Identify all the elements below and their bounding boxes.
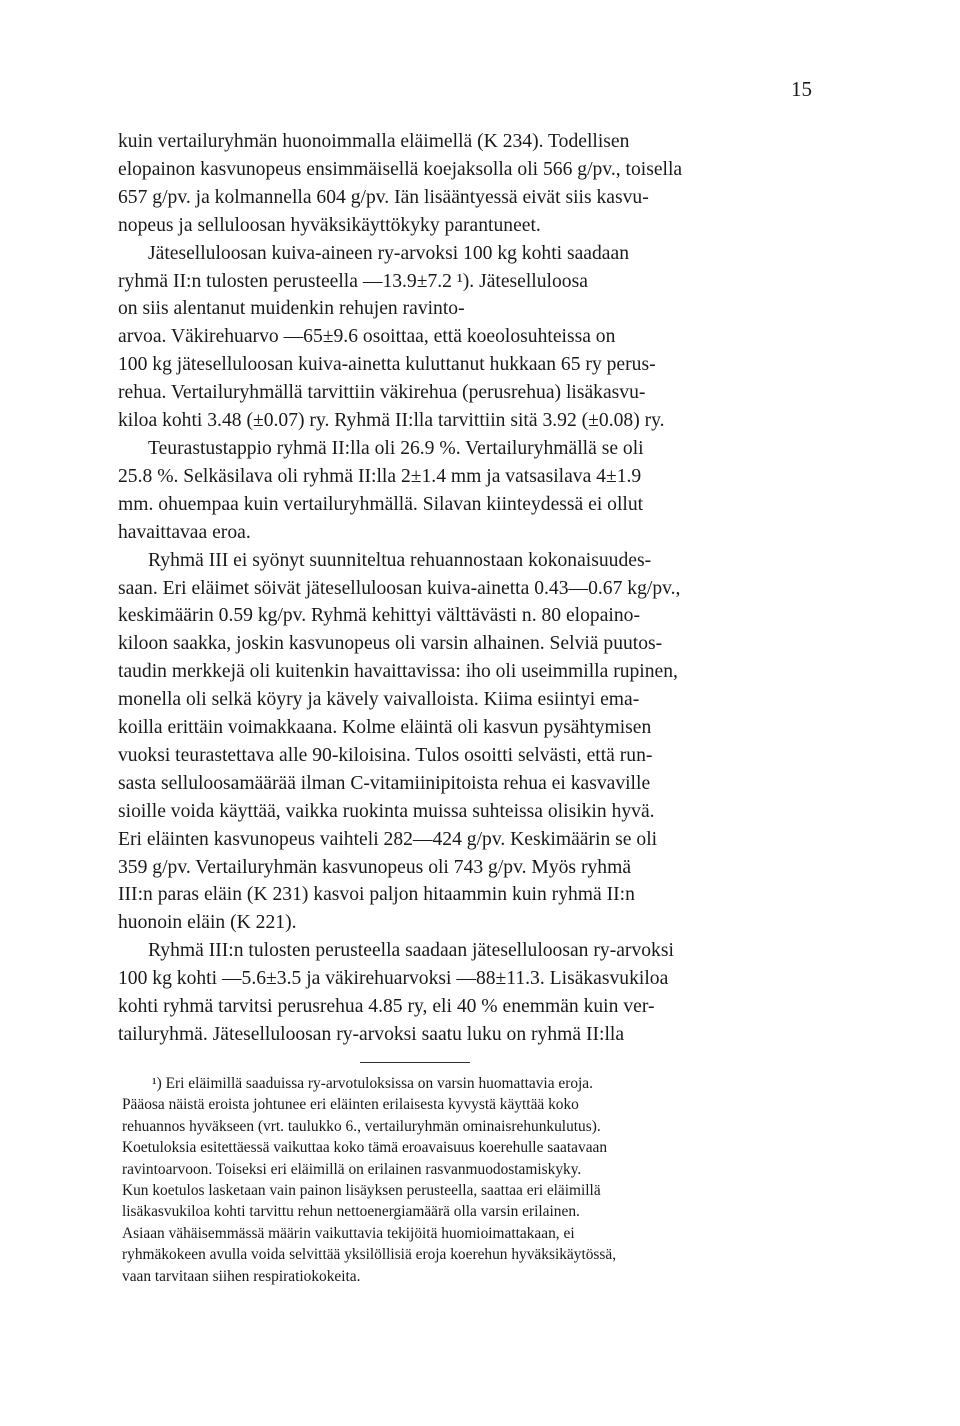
text-line: sasta selluloosamäärää ilman C-vitamiinipitoista rehua ei kasvaville — [118, 772, 651, 794]
text-line: 657 g/pv. ja kolmannella 604 g/pv. Iän lisääntyessä eivät siis kasvu- — [118, 186, 649, 208]
text-line: havaittavaa eroa. — [118, 521, 251, 543]
text-line: 25.8 %. Selkäsilava oli ryhmä II:lla 2±1.4 mm ja vatsasilava 4±1.9 — [118, 465, 642, 487]
text-line: vuoksi teurastettava alle 90-kiloisina. Tulos osoitti selvästi, että run- — [118, 744, 653, 766]
text-line: Jäteselluloosan kuiva-aineen ry-arvoksi 100 kg kohti saadaan — [148, 242, 629, 264]
text-line: saan. Eri eläimet söivät jäteselluloosan kuiva-ainetta 0.43—0.67 kg/pv., — [118, 577, 681, 599]
text-line: 100 kg jäteselluloosan kuiva-ainetta kuluttanut hukkaan 65 ry perus- — [118, 354, 656, 376]
text-line: tailuryhmä. Jäteselluloosan ry-arvoksi saatu luku on ryhmä II:lla — [118, 1024, 625, 1045]
footnote-line: ryhmäkokeen avulla voida selvittää yksilöllisiä eroja koerehun hyväksikäytössä, — [122, 1246, 617, 1264]
text-line: rehua. Vertailuryhmällä tarvittiin väkirehua (perusrehua) lisäkasvu- — [118, 382, 646, 404]
text-line: kiloa kohti 3.48 (±0.07) ry. Ryhmä II:lla tarvittiin sitä 3.92 (±0.08) ry. — [118, 410, 665, 432]
footnote-line: vaan tarvitaan siihen respiratiokokeita. — [122, 1267, 361, 1285]
text-line: ryhmä II:n tulosten perusteella —13.9±7.2 ¹). Jäteselluloosa — [118, 270, 588, 292]
text-line: kuin vertailuryhmän huonoimmalla eläimellä (K 234). Todellisen — [118, 131, 630, 152]
text-line: elopainon kasvunopeus ensimmäisellä koejaksolla oli 566 g/pv., toisella — [118, 158, 683, 180]
text-line: sioille voida käyttää, vaikka ruokinta muissa suhteissa olisikin hyvä. — [118, 800, 655, 822]
text-line: nopeus ja selluloosan hyväksikäyttökyky parantuneet. — [118, 214, 541, 236]
footnote-line: Asiaan vähäisemmässä määrin vaikuttavia tekijöitä huomioimattakaan, ei — [122, 1224, 575, 1242]
text-line: Ryhmä III:n tulosten perusteella saadaan jäteselluloosan ry-arvoksi — [148, 940, 674, 962]
text-line: taudin merkkejä oli kuitenkin havaittavissa: iho oli useimmilla rupinen, — [118, 661, 678, 683]
text-line: Teurastustappio ryhmä II:lla oli 26.9 %. Vertailuryhmällä se oli — [148, 437, 644, 459]
text-line: huonoin eläin (K 221). — [118, 912, 297, 934]
footnote-line: ¹) Eri eläimillä saaduissa ry-arvotuloksissa on varsin huomattavia eroja. — [152, 1075, 593, 1092]
text-line: 100 kg kohti —5.6±3.5 ja väkirehuarvoksi —88±11.3. Lisäkasvukiloa — [118, 968, 669, 990]
text-line: Eri eläinten kasvunopeus vaihteli 282—424 g/pv. Keskimäärin se oli — [118, 828, 658, 850]
text-line: monella oli selkä köyry ja kävely vaivalloista. Kiima esiintyi ema- — [118, 689, 640, 711]
footnote-line: lisäkasvukiloa kohti tarvittu rehun nettoenergiamäärä olla varsin erilainen. — [122, 1203, 580, 1221]
footnote-line: Kun koetulos lasketaan vain painon lisäyksen perusteella, saattaa eri eläimillä — [122, 1182, 601, 1200]
text-line: 359 g/pv. Vertailuryhmän kasvunopeus oli 743 g/pv. Myös ryhmä — [118, 856, 632, 878]
text-line: III:n paras eläin (K 231) kasvoi paljon hitaammin kuin ryhmä II:n — [118, 884, 635, 906]
footnote-line: ravintoarvoon. Toiseksi eri eläimillä on erilainen rasvanmuodostamiskyky. — [122, 1160, 582, 1178]
body-text — [118, 128, 788, 1049]
footnote-line: Pääosa näistä eroista johtunee eri eläinten erilaisesta kyvystä käyttää koko — [122, 1096, 579, 1114]
text-line: kohti ryhmä tarvitsi perusrehua 4.85 ry, eli 40 % enemmän kuin ver- — [118, 996, 655, 1018]
text-line: keskimäärin 0.59 kg/pv. Ryhmä kehittyi välttävästi n. 80 elopaino- — [118, 605, 640, 627]
text-line: mm. ohuempaa kuin vertailuryhmällä. Silavan kiinteydessä ei ollut — [118, 493, 644, 515]
text-line: kiloon saakka, joskin kasvunopeus oli varsin alhainen. Selviä puutos- — [118, 633, 663, 655]
text-line: on siis alentanut muidenkin rehujen ravinto- — [118, 298, 465, 320]
footnote-divider — [360, 1062, 470, 1063]
footnotes — [122, 1073, 786, 1287]
text-line: arvoa. Väkirehuarvo —65±9.6 osoittaa, että koeolosuhteissa on — [118, 326, 616, 348]
text-line: Ryhmä III ei syönyt suunniteltua rehuannostaan kokonaisuudes- — [148, 549, 652, 571]
footnote-line: Koetuloksia esitettäessä vaikuttaa koko tämä eroavaisuus koerehulle saatavaan — [122, 1139, 608, 1157]
text-line: koilla erittäin voimakkaana. Kolme eläintä oli kasvun pysähtymisen — [118, 717, 652, 739]
page-number: 15 — [791, 77, 812, 101]
footnote-line: rehuannos hyväkseen (vrt. taulukko 6., vertailuryhmän ominaisrehunkulutus). — [122, 1117, 601, 1135]
